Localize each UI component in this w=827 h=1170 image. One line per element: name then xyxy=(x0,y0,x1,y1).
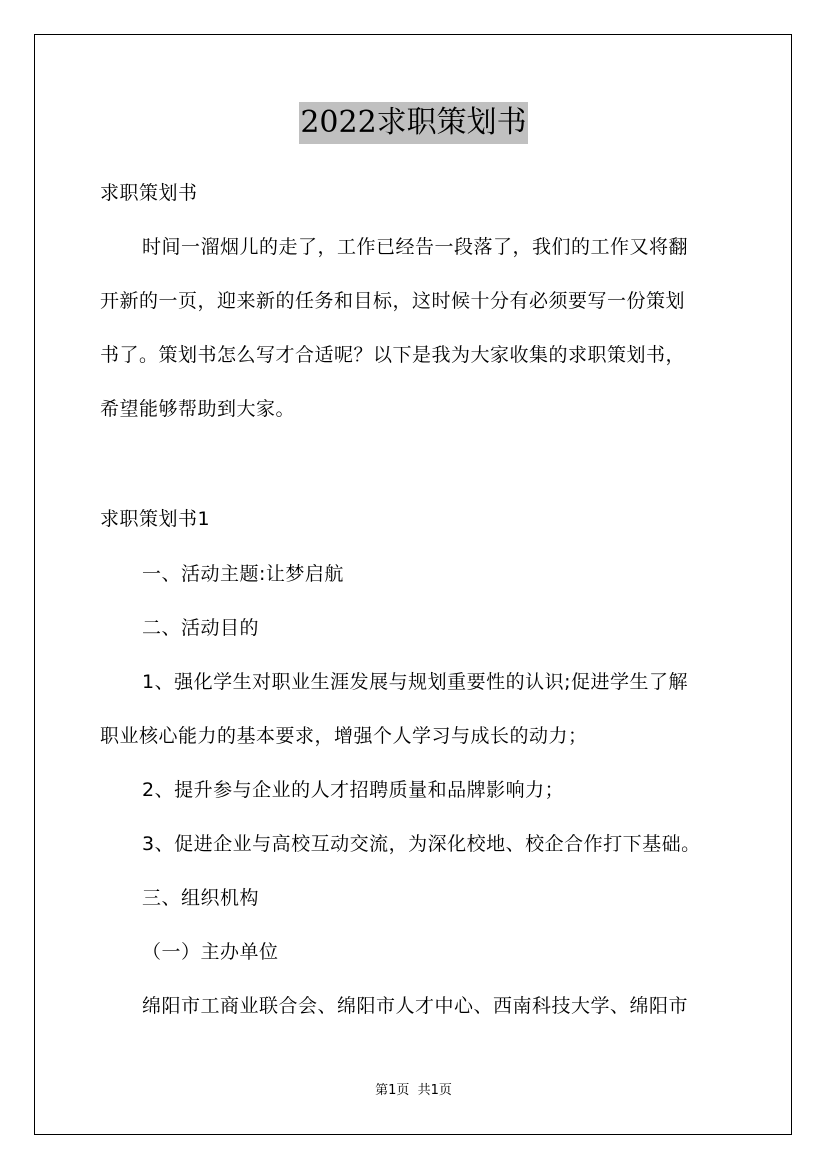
paragraph-line: 职业核心能力的基本要求，增强个人学习与成长的动力； xyxy=(100,725,588,747)
page-number-total: 共1页 xyxy=(417,1083,452,1098)
paragraph-line: （一）主办单位 xyxy=(142,941,279,963)
title-container xyxy=(0,102,827,144)
page-number-current: 第1页 xyxy=(375,1083,410,1098)
paragraph-line: 3、促进企业与高校互动交流，为深化校地、校企合作打下基础。 xyxy=(142,833,701,855)
paragraph-line: 开新的一页，迎来新的任务和目标，这时候十分有必须要写一份策划 xyxy=(100,290,686,312)
paragraph-line: 二、活动目的 xyxy=(142,617,260,639)
paragraph-line: 三、组织机构 xyxy=(142,887,260,909)
section-heading: 求职策划书 xyxy=(100,182,198,204)
section-heading: 求职策划书1 xyxy=(100,508,211,530)
paragraph-line: 绵阳市工商业联合会、绵阳市人才中心、西南科技大学、绵阳市 xyxy=(142,995,689,1017)
paragraph-line: 书了。策划书怎么写才合适呢？以下是我为大家收集的求职策划书， xyxy=(100,344,686,366)
paragraph-line: 时间一溜烟儿的走了，工作已经告一段落了，我们的工作又将翻 xyxy=(142,236,689,258)
document-title: 2022求职策划书 xyxy=(299,102,527,144)
page-footer xyxy=(0,1082,827,1100)
paragraph-line: 希望能够帮助到大家。 xyxy=(100,398,296,420)
paragraph-line: 2、提升参与企业的人才招聘质量和品牌影响力； xyxy=(142,779,565,801)
paragraph-line: 1、强化学生对职业生涯发展与规划重要性的认识;促进学生了解 xyxy=(142,671,688,693)
paragraph-line: 一、活动主题:让梦启航 xyxy=(142,563,344,585)
